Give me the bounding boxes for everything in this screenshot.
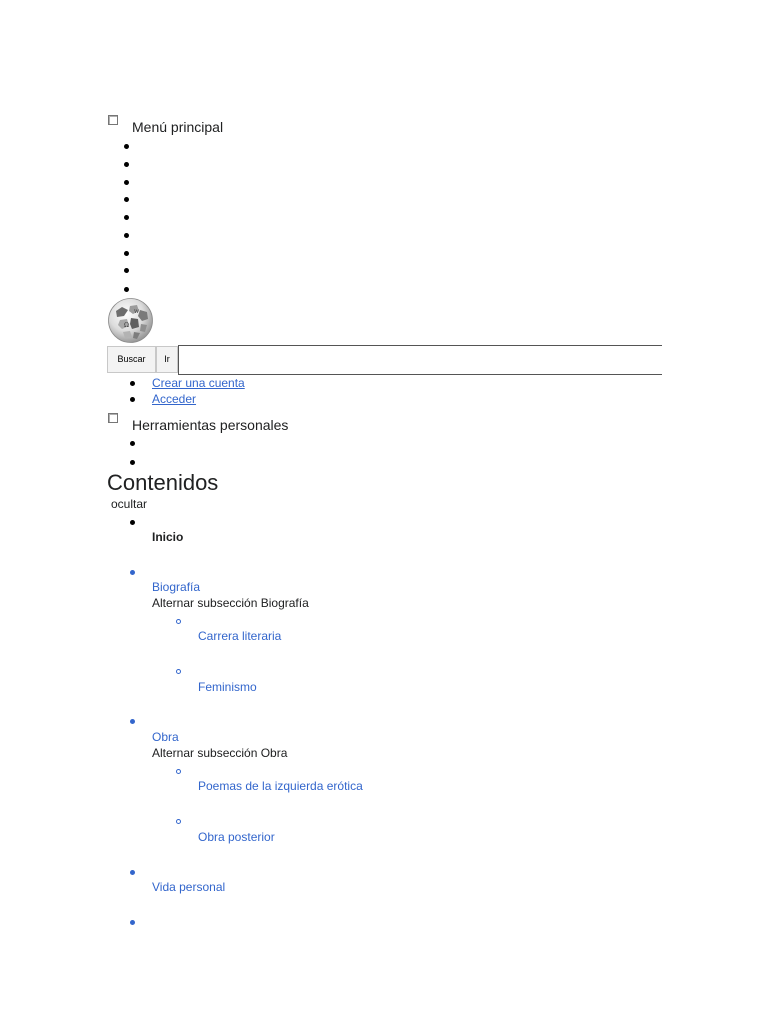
toc-sub-bullet (176, 819, 181, 824)
toc-bullet (130, 719, 135, 724)
toc-hide-button[interactable]: ocultar (111, 497, 148, 511)
main-menu-item[interactable] (124, 251, 129, 256)
main-menu-label[interactable]: Menú principal (132, 119, 224, 135)
login-link[interactable]: Acceder (152, 392, 197, 406)
create-account-link[interactable]: Crear una cuenta (152, 376, 245, 390)
search-button[interactable]: Buscar (107, 346, 156, 373)
main-menu-item[interactable] (124, 144, 129, 149)
toc-bullet (130, 570, 135, 575)
main-menu-checkbox[interactable] (108, 115, 118, 125)
toc-bullet (130, 920, 135, 925)
toc-sub-bullet (176, 769, 181, 774)
toc-item-biografia[interactable]: Biografía (152, 580, 201, 594)
go-button[interactable]: Ir (156, 346, 178, 373)
main-menu-item[interactable] (124, 162, 129, 167)
toc-subitem-obra-posterior[interactable]: Obra posterior (198, 830, 275, 844)
main-menu-item[interactable] (124, 180, 129, 185)
toc-subitem-feminismo[interactable]: Feminismo (198, 680, 257, 694)
toc-item-inicio[interactable]: Inicio (152, 530, 184, 544)
wikipedia-logo[interactable] (106, 297, 155, 344)
main-menu-item[interactable] (124, 215, 129, 220)
toc-bullet (130, 870, 135, 875)
personal-tools-item[interactable] (130, 460, 135, 465)
toc-sub-bullet (176, 669, 181, 674)
personal-tools-item[interactable] (130, 441, 135, 446)
svg-text:Ω: Ω (124, 322, 129, 329)
list-bullet (130, 381, 135, 386)
search-input[interactable] (178, 345, 662, 375)
svg-text:W: W (134, 309, 140, 315)
toc-item-vida-personal[interactable]: Vida personal (152, 880, 226, 894)
personal-tools-label[interactable]: Herramientas personales (132, 417, 289, 433)
list-bullet (130, 397, 135, 402)
personal-tools-checkbox[interactable] (108, 413, 118, 423)
main-menu-item[interactable] (124, 287, 129, 292)
toc-subitem-carrera-literaria[interactable]: Carrera literaria (198, 629, 282, 643)
main-menu-item[interactable] (124, 197, 129, 202)
toc-toggle-biografia[interactable]: Alternar subsección Biografía (152, 596, 309, 610)
main-menu-item[interactable] (124, 268, 129, 273)
toc-item-obra[interactable]: Obra (152, 730, 179, 744)
main-menu-item[interactable] (124, 233, 129, 238)
toc-title: Contenidos (107, 470, 219, 495)
toc-toggle-obra[interactable]: Alternar subsección Obra (152, 746, 288, 760)
toc-subitem-poemas[interactable]: Poemas de la izquierda erótica (198, 779, 363, 793)
toc-bullet (130, 520, 135, 525)
toc-sub-bullet (176, 619, 181, 624)
